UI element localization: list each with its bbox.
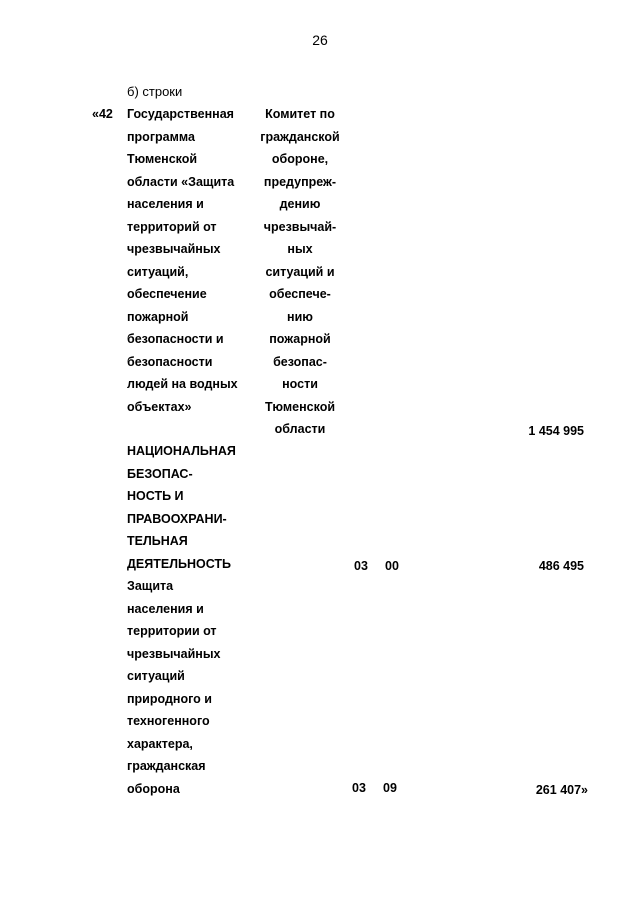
civil-defense-subsection-code: 09 xyxy=(383,781,397,795)
civil-defense-amount: 261 407» xyxy=(535,783,588,797)
row-42-organization xyxy=(258,103,342,441)
row-42-org-line: дению xyxy=(279,197,321,211)
row-42-org-line: обороне, xyxy=(271,152,329,166)
row-42-name-line: Тюменской xyxy=(127,152,198,166)
row-42-org-line: Комитет по xyxy=(265,107,335,121)
row-42-org-line: чрезвычай- xyxy=(263,219,337,234)
row-42-name-line: обеспечение xyxy=(127,287,207,301)
civil-defense-name-line: территории от xyxy=(127,624,217,638)
civil-defense-section-code: 03 xyxy=(352,781,366,795)
row-42-name-line: безопасности и xyxy=(127,332,224,346)
civil-defense-name-line: ситуаций xyxy=(127,669,185,683)
row-42-name-line: чрезвычайных xyxy=(127,242,221,256)
national-security-subsection-code: 00 xyxy=(385,559,399,573)
row-42-org-line: нию xyxy=(287,309,313,324)
row-42-org-line: области xyxy=(274,422,326,436)
row-42-name-line: объектах» xyxy=(127,399,192,414)
row-42-org-line: обеспече- xyxy=(269,287,331,301)
national-security-section-code: 03 xyxy=(354,559,368,573)
row-42-name-line: области «Защита xyxy=(127,174,235,189)
row-42-prefix: «42 xyxy=(92,107,113,121)
civil-defense-name-line: гражданская xyxy=(127,759,206,773)
row-42-org-line: безопас- xyxy=(273,354,327,369)
civil-defense-name-line: Защита xyxy=(127,579,174,593)
row-42-org-line: пожарной xyxy=(269,332,331,346)
row-42-org-line: ных xyxy=(287,242,313,256)
row-42-name-line: пожарной xyxy=(127,309,189,324)
national-security-name-line: БЕЗОПАС- xyxy=(127,466,193,481)
row-42-org-line: ности xyxy=(282,377,318,391)
national-security-name-line: ДЕЯТЕЛЬНОСТЬ xyxy=(127,556,232,571)
row-42-name-line: безопасности xyxy=(127,354,213,369)
civil-defense-name-line: характера, xyxy=(127,736,193,751)
row-42-org-line: ситуаций и xyxy=(265,264,335,279)
row-42-name-line: населения и xyxy=(127,197,204,211)
row-42-name xyxy=(127,103,238,418)
row-42-name-line: программа xyxy=(127,129,195,144)
civil-defense-name xyxy=(127,575,221,800)
national-security-name xyxy=(127,440,236,575)
row-42-name-line: людей на водных xyxy=(127,377,238,391)
national-security-name-line: ПРАВООХРАНИ- xyxy=(127,511,227,526)
row-42-name-line: ситуаций, xyxy=(127,264,189,279)
row-42-org-line: предупреж- xyxy=(263,174,337,189)
section-label: б) строки xyxy=(127,84,183,99)
national-security-name-line: НОСТЬ И xyxy=(127,489,184,503)
civil-defense-name-line: чрезвычайных xyxy=(127,646,221,661)
row-42-amount: 1 454 995 xyxy=(528,424,584,438)
national-security-name-line: ТЕЛЬНАЯ xyxy=(127,534,188,548)
page-number: 26 xyxy=(312,32,328,48)
civil-defense-name-line: природного и xyxy=(127,691,212,706)
row-42-org-line: Тюменской xyxy=(264,399,336,414)
civil-defense-name-line: населения и xyxy=(127,601,204,616)
civil-defense-name-line: техногенного xyxy=(127,714,210,728)
civil-defense-name-line: оборона xyxy=(127,781,180,796)
row-42-name-line: территорий от xyxy=(127,219,217,234)
national-security-amount: 486 495 xyxy=(538,559,584,573)
row-42-org-line: гражданской xyxy=(260,129,340,144)
national-security-name-line: НАЦИОНАЛЬНАЯ xyxy=(127,444,236,458)
row-42-name-line: Государственная xyxy=(127,107,234,121)
